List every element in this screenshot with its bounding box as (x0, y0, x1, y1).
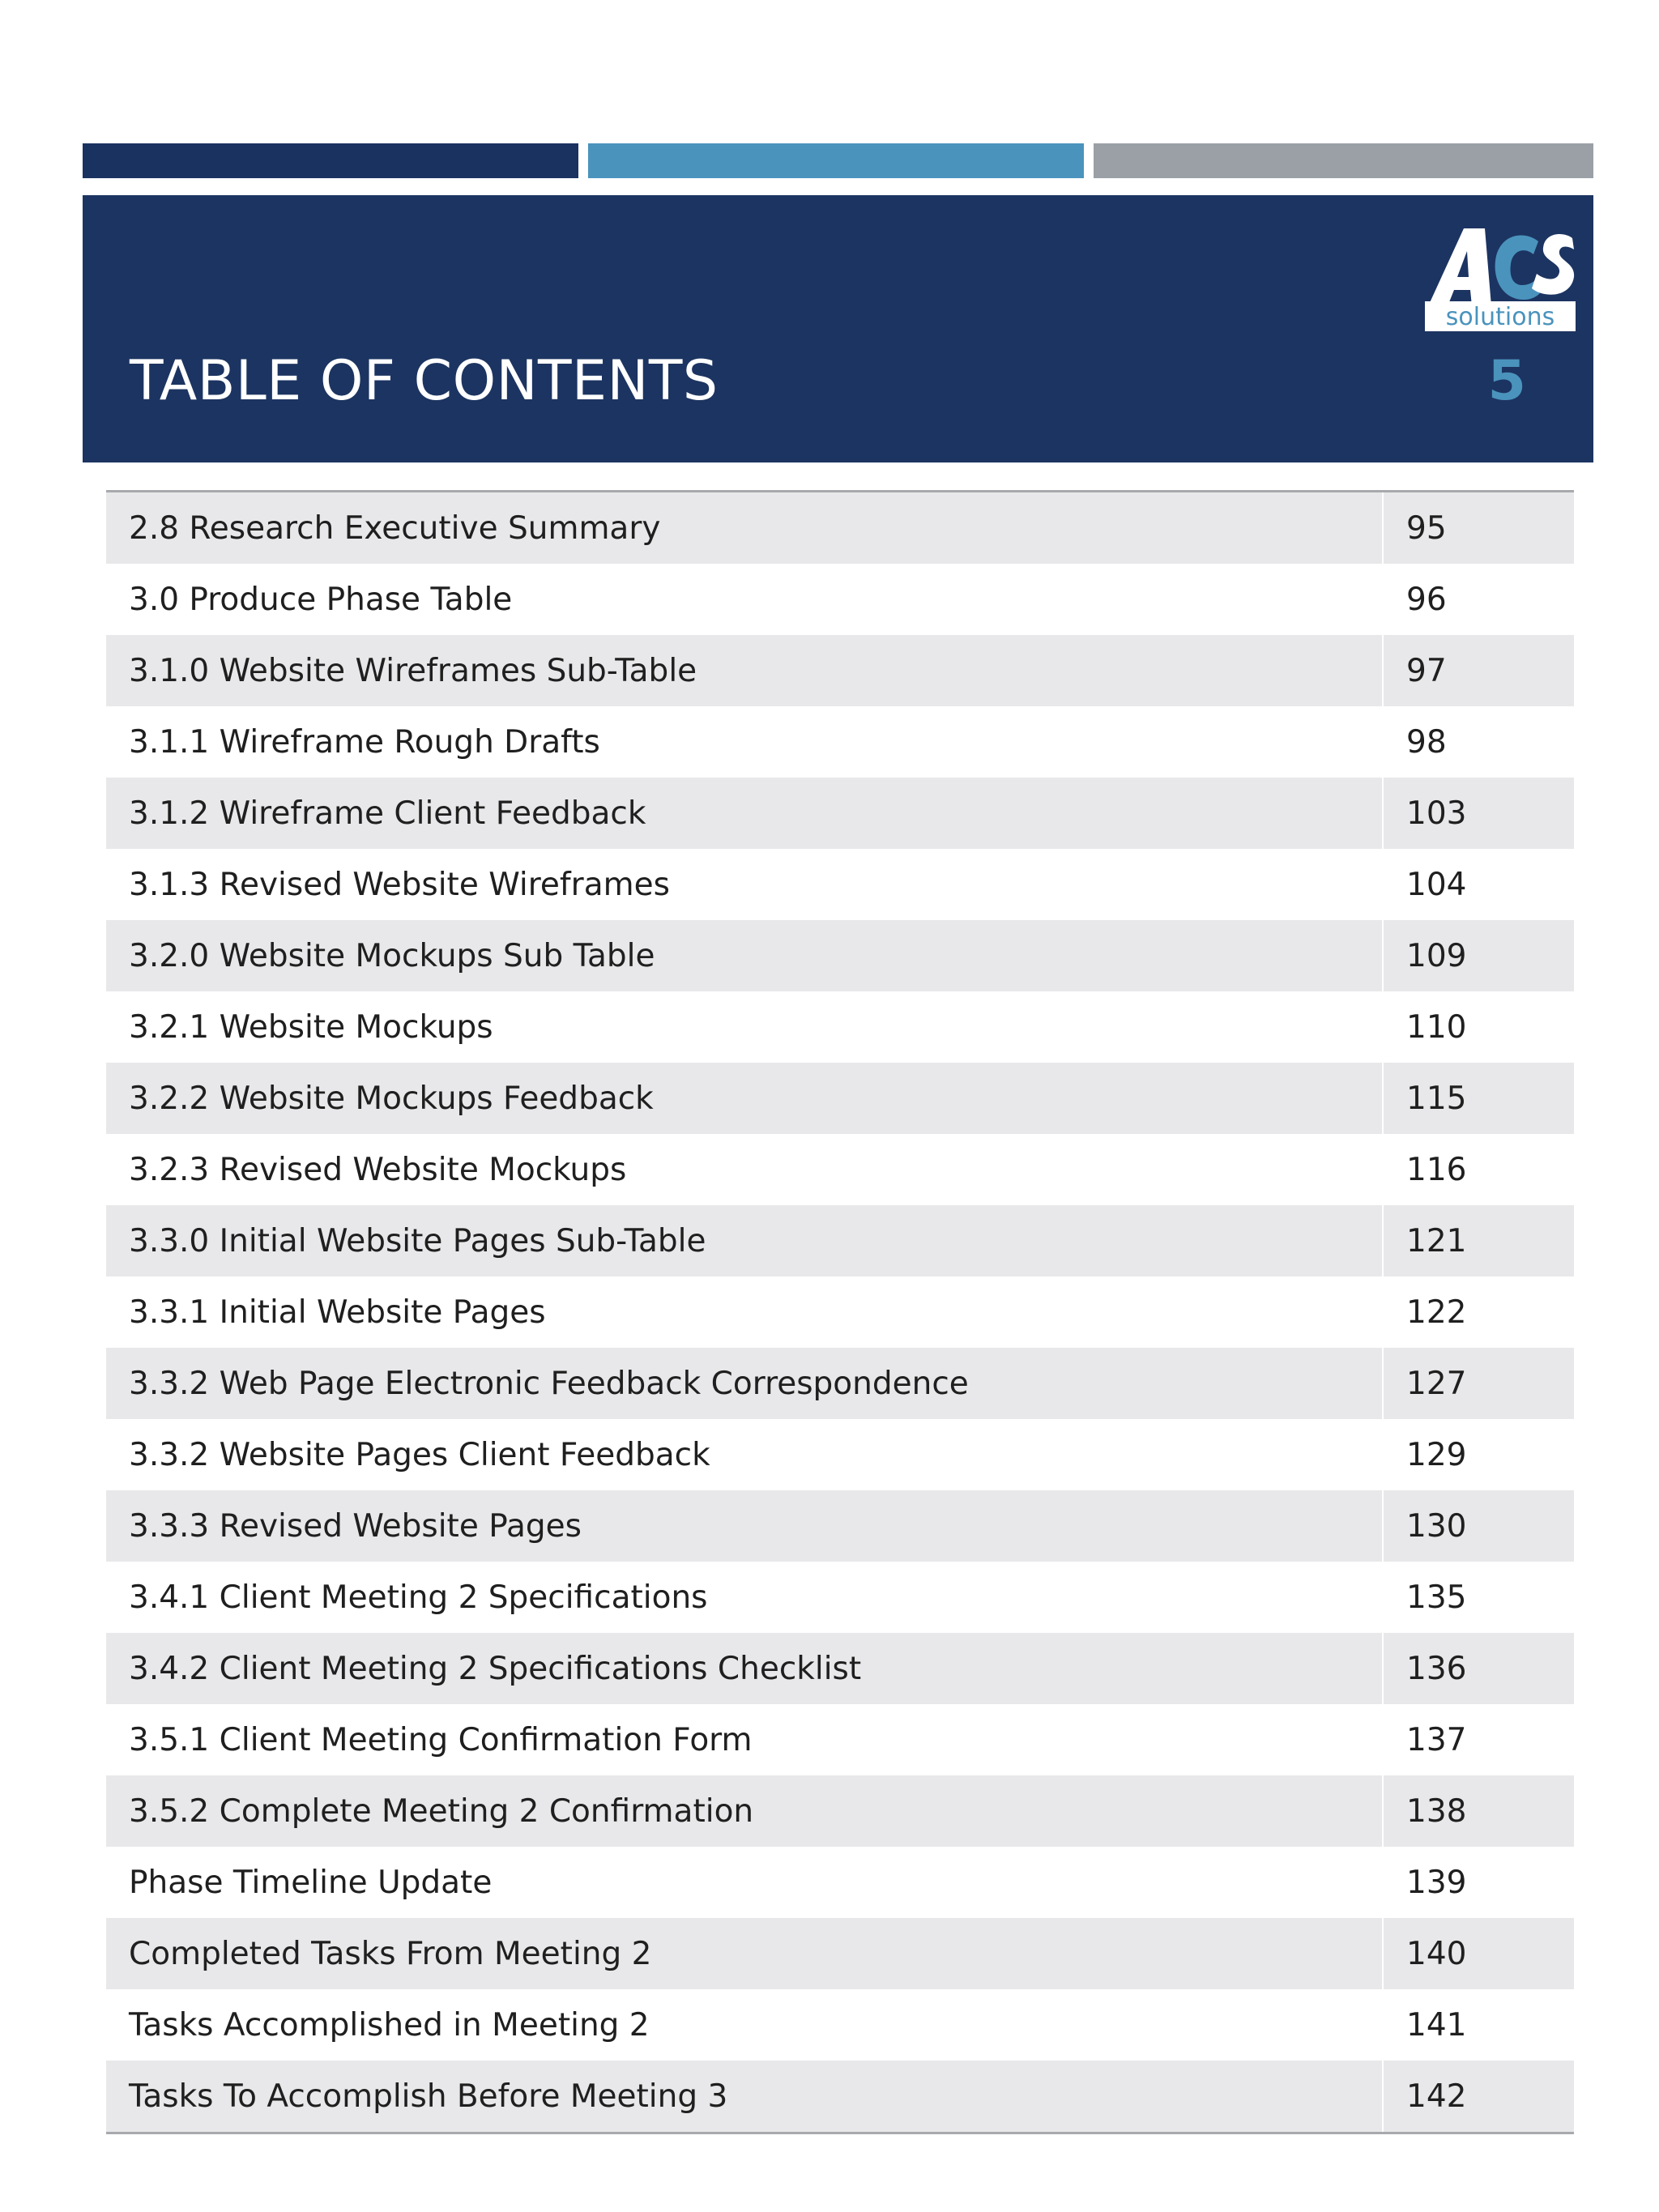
toc-entry-title: 3.5.2 Complete Meeting 2 Confirmation (106, 1775, 1384, 1847)
toc-entry-page: 104 (1406, 866, 1467, 903)
toc-entry-title: 3.3.2 Web Page Electronic Feedback Correspondence (106, 1348, 1384, 1419)
accent-bar-gray (1094, 143, 1593, 178)
toc-row[interactable] (106, 1348, 1574, 1419)
toc-entry-page: 130 (1406, 1507, 1467, 1545)
toc-entry-page: 136 (1406, 1650, 1467, 1687)
toc-entry-page: 109 (1406, 937, 1467, 974)
toc-entry-title: 3.3.1 Initial Website Pages (106, 1276, 1384, 1348)
toc-entry-page: 116 (1406, 1151, 1467, 1188)
page-header (83, 195, 1593, 462)
toc-row[interactable] (106, 2061, 1574, 2132)
toc-entry-title: 3.3.3 Revised Website Pages (106, 1490, 1384, 1562)
toc-entry-page: 129 (1406, 1436, 1467, 1473)
toc-entry-title: 3.4.1 Client Meeting 2 Specifications (106, 1562, 1384, 1633)
toc-entry-page: 122 (1406, 1294, 1467, 1331)
toc-entry-title: Completed Tasks From Meeting 2 (106, 1918, 1384, 1989)
toc-row[interactable] (106, 1633, 1574, 1704)
toc-entry-page: 110 (1406, 1008, 1467, 1046)
toc-entry-title: 3.5.1 Client Meeting Confirmation Form (106, 1704, 1384, 1775)
toc-entry-page: 140 (1406, 1935, 1467, 1972)
toc-entry-page: 141 (1406, 2006, 1467, 2044)
toc-entry-title: 3.3.2 Website Pages Client Feedback (106, 1419, 1384, 1490)
page-number: 5 (1487, 349, 1526, 413)
toc-entry-title: 3.1.1 Wireframe Rough Drafts (106, 706, 1384, 778)
toc-row[interactable] (106, 706, 1574, 778)
toc-entry-title: 3.1.2 Wireframe Client Feedback (106, 778, 1384, 849)
toc-entry-title: Phase Timeline Update (106, 1847, 1384, 1918)
toc-row[interactable] (106, 492, 1574, 564)
logo-subtext: solutions (1445, 303, 1555, 331)
accent-bar-blue (588, 143, 1084, 178)
toc-row[interactable] (106, 1775, 1574, 1847)
toc-row[interactable] (106, 1276, 1574, 1348)
toc-entry-page: 135 (1406, 1579, 1467, 1616)
toc-row[interactable] (106, 564, 1574, 635)
toc-entry-page: 121 (1406, 1222, 1467, 1259)
toc-entry-page: 142 (1406, 2078, 1467, 2115)
toc-entry-page: 97 (1406, 652, 1447, 689)
table-of-contents (106, 490, 1574, 2134)
toc-row[interactable] (106, 1134, 1574, 1205)
page-title: TABLE OF CONTENTS (130, 349, 719, 413)
toc-entry-page: 139 (1406, 1864, 1467, 1901)
toc-row[interactable] (106, 1704, 1574, 1775)
toc-entry-page: 96 (1406, 581, 1447, 618)
toc-row[interactable] (106, 1989, 1574, 2061)
toc-entry-page: 103 (1406, 795, 1467, 832)
toc-entry-title: 3.4.2 Client Meeting 2 Specifications Checklist (106, 1633, 1384, 1704)
toc-entry-title: 3.0 Produce Phase Table (106, 564, 1384, 635)
toc-entry-title: Tasks Accomplished in Meeting 2 (106, 1989, 1384, 2061)
toc-row[interactable] (106, 849, 1574, 920)
toc-row[interactable] (106, 1490, 1574, 1562)
toc-row[interactable] (106, 1205, 1574, 1276)
toc-entry-title: 3.2.3 Revised Website Mockups (106, 1134, 1384, 1205)
toc-entry-title: 3.3.0 Initial Website Pages Sub-Table (106, 1205, 1384, 1276)
toc-entry-title: 3.2.1 Website Mockups (106, 991, 1384, 1063)
toc-row[interactable] (106, 1918, 1574, 1989)
toc-row[interactable] (106, 991, 1574, 1063)
toc-row[interactable] (106, 635, 1574, 706)
toc-row[interactable] (106, 920, 1574, 991)
toc-entry-title: 3.2.2 Website Mockups Feedback (106, 1063, 1384, 1134)
toc-entry-page: 137 (1406, 1721, 1467, 1758)
acs-solutions-logo (1425, 224, 1576, 331)
toc-entry-page: 115 (1406, 1080, 1467, 1117)
toc-entry-page: 95 (1406, 509, 1447, 547)
toc-entry-title: 3.1.0 Website Wireframes Sub-Table (106, 635, 1384, 706)
toc-entry-title: Tasks To Accomplish Before Meeting 3 (106, 2061, 1384, 2132)
toc-entry-page: 127 (1406, 1365, 1467, 1402)
toc-row[interactable] (106, 1847, 1574, 1918)
toc-row[interactable] (106, 778, 1574, 849)
toc-row[interactable] (106, 1063, 1574, 1134)
toc-entry-page: 138 (1406, 1792, 1467, 1830)
toc-entry-title: 2.8 Research Executive Summary (106, 492, 1384, 564)
toc-entry-page: 98 (1406, 723, 1447, 761)
toc-row[interactable] (106, 1419, 1574, 1490)
toc-entry-title: 3.1.3 Revised Website Wireframes (106, 849, 1384, 920)
toc-row[interactable] (106, 1562, 1574, 1633)
accent-bar-navy (83, 143, 578, 178)
toc-entry-title: 3.2.0 Website Mockups Sub Table (106, 920, 1384, 991)
